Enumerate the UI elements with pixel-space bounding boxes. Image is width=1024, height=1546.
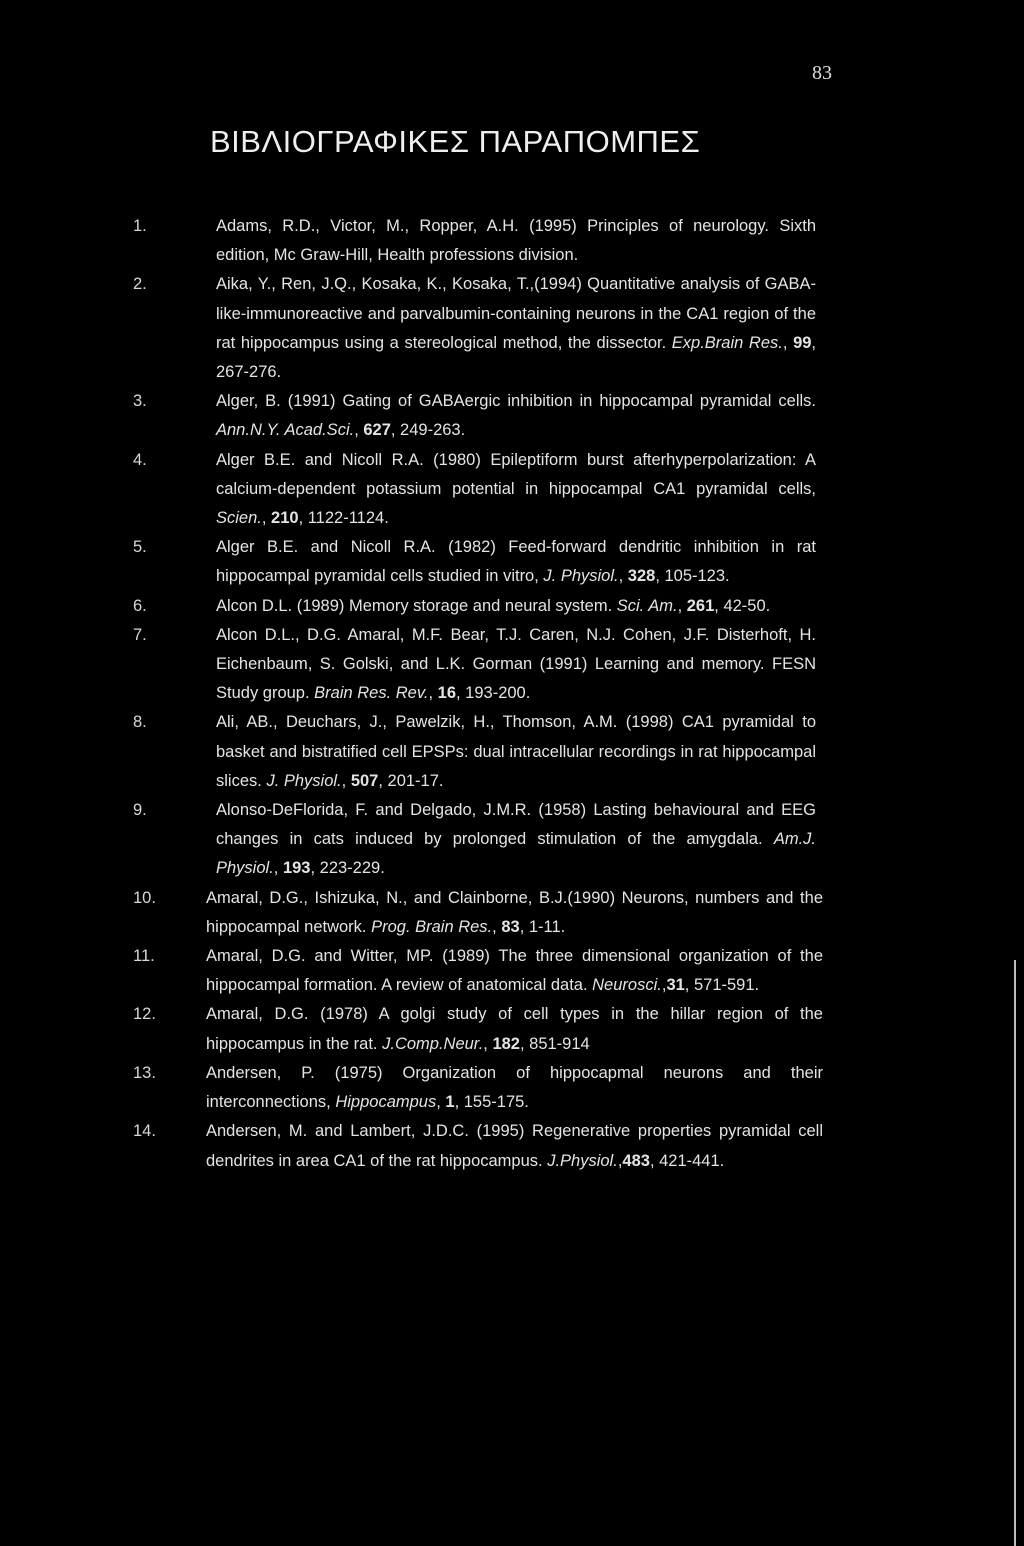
reference-number: 12.	[133, 1005, 156, 1024]
reference-pages: , 267-276.	[216, 333, 817, 382]
reference-volume: 483	[622, 1151, 650, 1170]
reference-pages: , 851-914	[519, 1034, 590, 1053]
reference-volume: 31	[666, 976, 685, 995]
reference-journal: Brain Res. Rev.	[314, 684, 429, 703]
reference-volume: 507	[350, 771, 379, 790]
reference-number: 3.	[133, 392, 147, 411]
reference-journal: J.Comp.Neur.	[382, 1034, 484, 1053]
reference-text: Amaral, D.G., Ishizuka, N., and Clainborne, B.J.(1990) Neurons, numbers and the hippocampal network.	[206, 888, 823, 936]
reference-number: 8.	[133, 713, 147, 732]
reference-volume: 328	[627, 567, 656, 586]
separator: ,	[261, 509, 272, 528]
reference-text: Aika, Y., Ren, J.Q., Kosaka, K., Kosaka, T.,(1994) Quantitative analysis of GABA-like-immunoreactive and parvalbumin-containing neurons in the CA1 region of the rat hippocampus using a stereological method, the dissector.	[216, 275, 816, 352]
reference-number: 5.	[133, 538, 147, 557]
separator: ,	[428, 684, 438, 703]
page-title: ΒΙΒΛΙΟΓΡΑΦΙΚΕΣ ΠΑΡΑΠΟΜΠΕΣ	[210, 124, 701, 159]
reference-pages: , 223-229.	[310, 859, 385, 878]
reference-volume: 210	[271, 509, 299, 528]
reference-text: Alger B.E. and Nicoll R.A. (1980) Epileptiform burst afterhyperpolarization: A calcium-dependent potassium potential in hippocampal CA1 pyramidal cells,	[216, 450, 816, 498]
reference-item	[0, 533, 816, 591]
separator: ,	[273, 859, 283, 878]
reference-item	[0, 708, 816, 796]
reference-journal: J. Physiol.	[543, 567, 619, 586]
reference-pages: , 571-591.	[684, 976, 760, 995]
reference-number: 13.	[133, 1063, 156, 1082]
reference-pages: , 193-200.	[456, 684, 531, 703]
reference-text: Andersen, M. and Lambert, J.D.C. (1995) Regenerative properties pyramidal cell dendrites in area CA1 of the rat hippocampus.	[206, 1122, 823, 1170]
reference-text: Amaral, D.G. and Witter, MP. (1989) The three dimensional organization of the hippocampal formation. A review of anatomical data.	[206, 947, 823, 995]
reference-item	[0, 942, 823, 1000]
reference-pages: , 105-123.	[655, 567, 730, 586]
reference-number: 11.	[133, 947, 155, 966]
reference-number: 1.	[133, 217, 147, 235]
separator: ,	[677, 596, 687, 615]
reference-journal: Hippocampus	[335, 1093, 437, 1112]
separator: ,	[618, 567, 628, 586]
reference-item	[0, 1059, 823, 1117]
reference-number: 7.	[133, 625, 147, 644]
reference-number: 4.	[133, 450, 147, 469]
reference-volume: 261	[686, 596, 715, 615]
reference-journal: Prog. Brain Res.	[371, 917, 493, 936]
reference-volume: 182	[492, 1034, 520, 1053]
reference-volume: 193	[282, 859, 311, 878]
separator: ,	[436, 1093, 446, 1112]
reference-number: 10.	[133, 888, 156, 907]
reference-text: Amaral, D.G. (1978) A golgi study of cell types in the hillar region of the hippocampus in the rat.	[206, 1005, 823, 1053]
reference-volume: 99	[793, 333, 812, 352]
reference-text: Alcon D.L. (1989) Memory storage and neural system.	[216, 596, 617, 615]
reference-pages: , 201-17.	[378, 771, 444, 790]
reference-text: Alger, B. (1991) Gating of GABAergic inhibition in hippocampal pyramidal cells.	[216, 392, 816, 411]
page-edge-line	[1014, 960, 1016, 1546]
reference-item	[0, 446, 816, 534]
reference-journal: J.Physiol.	[547, 1151, 618, 1170]
reference-item	[0, 1117, 823, 1175]
reference-number: 9.	[133, 801, 147, 820]
reference-list	[0, 212, 1024, 1176]
reference-text: Alonso-DeFlorida, F. and Delgado, J.M.R. (1958) Lasting behavioural and EEG changes in cats induced by prolonged stimulation of the amygdala.	[216, 801, 816, 849]
reference-text: Alger B.E. and Nicoll R.A. (1982) Feed-forward dendritic inhibition in rat hippocampal pyramidal cells studied in vitro,	[216, 538, 816, 586]
reference-number: 6.	[133, 596, 147, 615]
reference-text: Ali, AB., Deuchars, J., Pawelzik, H., Thomson, A.M. (1998) CA1 pyramidal to basket and bistratified cell EPSPs: dual intracellular recordings in rat hippocampal slices.	[216, 713, 816, 790]
reference-journal: Sci. Am.	[616, 596, 678, 615]
reference-item	[0, 621, 816, 709]
reference-journal: Neurosci.	[592, 976, 662, 995]
reference-item	[0, 796, 816, 884]
reference-number: 2.	[133, 275, 147, 294]
page-number: 83	[812, 62, 832, 84]
reference-item	[0, 884, 823, 942]
reference-text: Andersen, P. (1975) Organization of hippocapmal neurons and their interconnections,	[206, 1063, 823, 1112]
reference-pages: , 421-441.	[649, 1151, 725, 1170]
reference-volume: 1	[445, 1093, 455, 1112]
reference-pages: , 249-263.	[390, 421, 466, 440]
reference-item	[0, 270, 816, 387]
reference-item	[0, 387, 816, 445]
reference-journal: J. Physiol.	[266, 771, 342, 790]
reference-journal: Exp.Brain Res.	[671, 333, 783, 352]
reference-journal: Am.J. Physiol.	[216, 830, 816, 878]
separator: ,	[492, 917, 502, 936]
reference-pages: , 42-50.	[714, 596, 771, 615]
reference-journal: Scien.	[216, 509, 262, 528]
reference-pages: , 1-11.	[519, 917, 566, 936]
separator: ,	[354, 421, 364, 440]
separator: ,	[341, 771, 351, 790]
reference-volume: 16	[437, 684, 457, 703]
reference-pages: , 155-175.	[454, 1093, 529, 1112]
separator: ,	[483, 1034, 493, 1053]
reference-text: Alcon D.L., D.G. Amaral, M.F. Bear, T.J. Caren, N.J. Cohen, J.F. Disterhoft, H. Eichenbaum, S. Golski, and L.K. Gorman (1991) Learning and memory. FESN Study group.	[216, 625, 816, 703]
separator: ,	[782, 333, 794, 352]
reference-text: Adams, R.D., Victor, M., Ropper, A.H. (1995) Principles of neurology. Sixth edition, Mc Graw-Hill, Health professions division.	[216, 217, 816, 265]
reference-volume: 627	[363, 421, 391, 440]
separator: ,	[661, 976, 667, 995]
reference-volume: 83	[501, 917, 520, 936]
reference-item	[0, 212, 816, 270]
reference-journal: Ann.N.Y. Acad.Sci.	[216, 421, 355, 440]
separator: ,	[617, 1151, 623, 1170]
reference-pages: , 1122-1124.	[298, 509, 389, 528]
reference-item	[0, 1000, 823, 1058]
reference-item	[0, 592, 816, 621]
reference-number: 14.	[133, 1122, 156, 1141]
